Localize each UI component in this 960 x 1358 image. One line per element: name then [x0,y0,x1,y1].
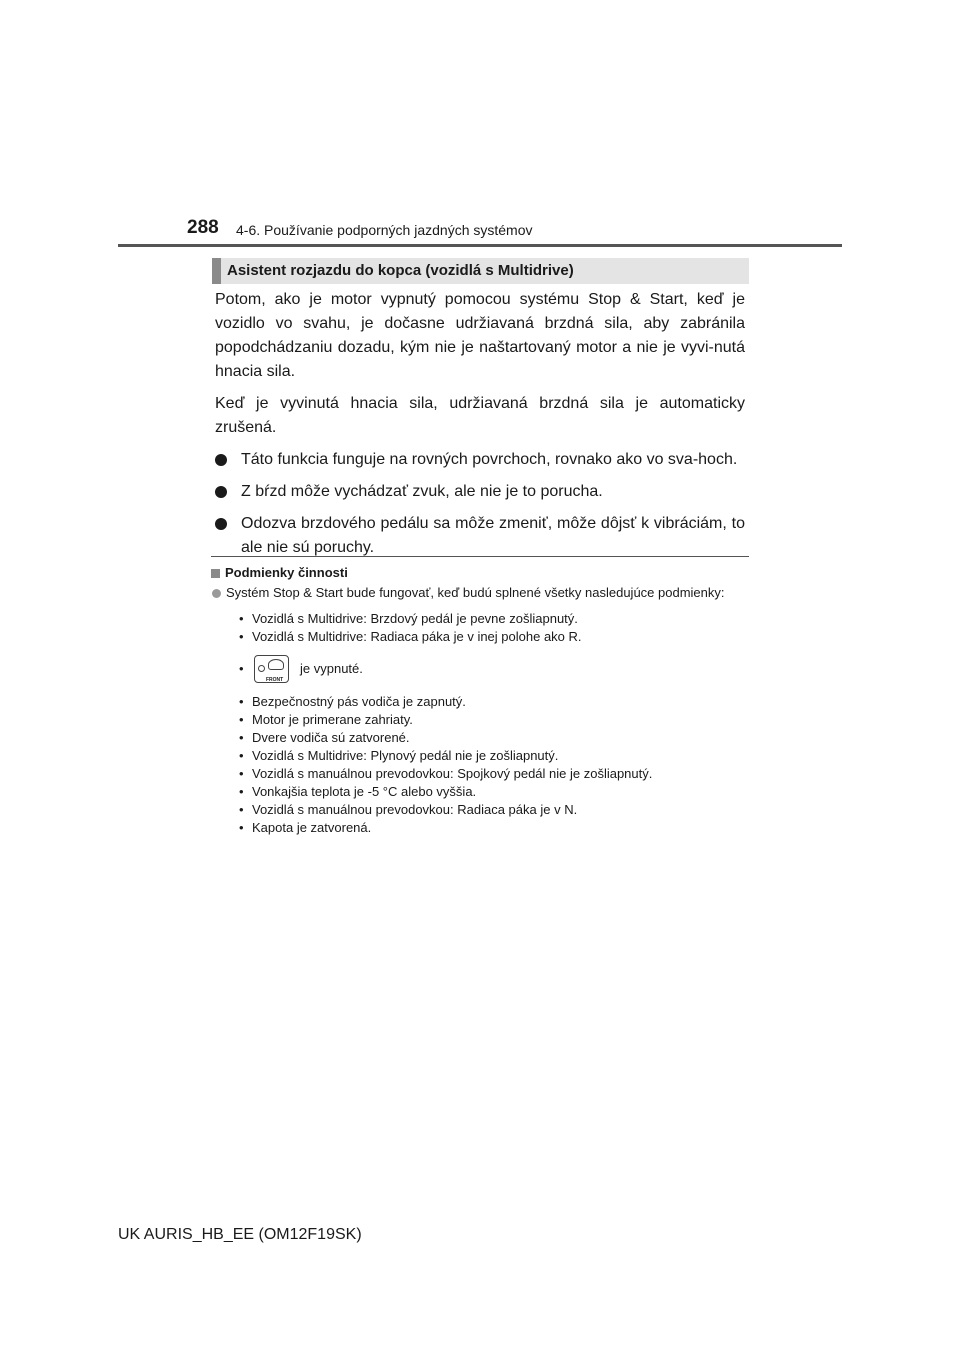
button-icon-label: FRONT [266,677,284,683]
bullet-char: • [239,611,244,626]
page-number: 288 [187,217,219,238]
bullet-icon [215,518,227,530]
section-divider [211,556,749,557]
conditions-list-a [239,610,749,646]
list-item: • Dvere vodiča sú zatvorené. [239,730,410,745]
list-item: • Vozidlá s Multidrive: Plynový pedál nie je zošliapnutý. [239,748,559,763]
list-item: • Motor je primerane zahriaty. [239,712,413,727]
list-item: • Vonkajšia teplota je -5 °C alebo vyššia. [239,784,477,799]
list-item: • Vozidlá s Multidrive: Radiaca páka je v inej polohe ako R. [239,629,582,644]
header-divider [118,244,842,247]
section-title: Asistent rozjazdu do kopca (vozidlá s Multidrive) [212,258,749,284]
paragraph-1: Potom, ako je motor vypnutý pomocou systému Stop & Start, keď je vozidlo vo svahu, je dočasne udržiavaná brzdná sila, aby zabránila popodchádzaniu dozadu, kým nie je naštartovaný motor a nie je vyvi-nutá hnacia sila. [215,291,745,380]
chapter-title: 4-6. Používanie podporných jazdných systémov [236,222,533,238]
notes-heading [211,564,749,582]
list-item: • Vozidlá s manuálnou prevodovkou: Radiaca páka je v N. [239,802,578,817]
icon-list-item [239,655,749,683]
notes-heading-text: Podmienky činnosti [225,565,348,580]
list-item: • Vozidlá s manuálnou prevodovkou: Spojkový pedál nie je zošliapnutý. [239,766,653,781]
icon-item-text: je vypnuté. [300,661,363,676]
document-code: UK AURIS_HB_EE (OM12F19SK) [118,1226,362,1243]
bullet-item [215,448,745,472]
bullet-icon [215,454,227,466]
list-item: • Vozidlá s Multidrive: Brzdový pedál je pevne zošliapnutý. [239,611,578,626]
bullet-text: Táto funkcia funguje na rovných povrchoch, rovnako ako vo sva-hoch. [241,451,738,468]
bullet-char: • [239,661,244,676]
front-defogger-button-icon [254,655,289,683]
bullet-item [215,512,745,560]
bullet-item [215,480,745,504]
bullet-text: Odozva brzdového pedálu sa môže zmeniť, môže dôjsť k vibráciám, to ale nie sú poruchy. [241,515,745,556]
list-item: • Kapota je zatvorená. [239,820,372,835]
bullet-icon [215,486,227,498]
list-item: • Bezpečnostný pás vodiča je zapnutý. [239,694,466,709]
bullet-text: Z bŕzd môže vychádzať zvuk, ale nie je to porucha. [241,483,603,500]
section-body [215,288,745,568]
paragraph-2: Keď je vyvinutá hnacia sila, udržiavaná brzdná sila je automaticky zrušená. [215,395,745,436]
notes-block [211,564,749,837]
bullet-char: • [239,629,244,644]
condition-text: Systém Stop & Start bude fungovať, keď budú splnené všetky nasledujúce podmienky: [226,585,725,600]
conditions-list-b [239,693,749,837]
square-marker-icon [211,569,220,578]
circle-marker-icon [212,589,221,598]
condition-item [211,584,749,602]
